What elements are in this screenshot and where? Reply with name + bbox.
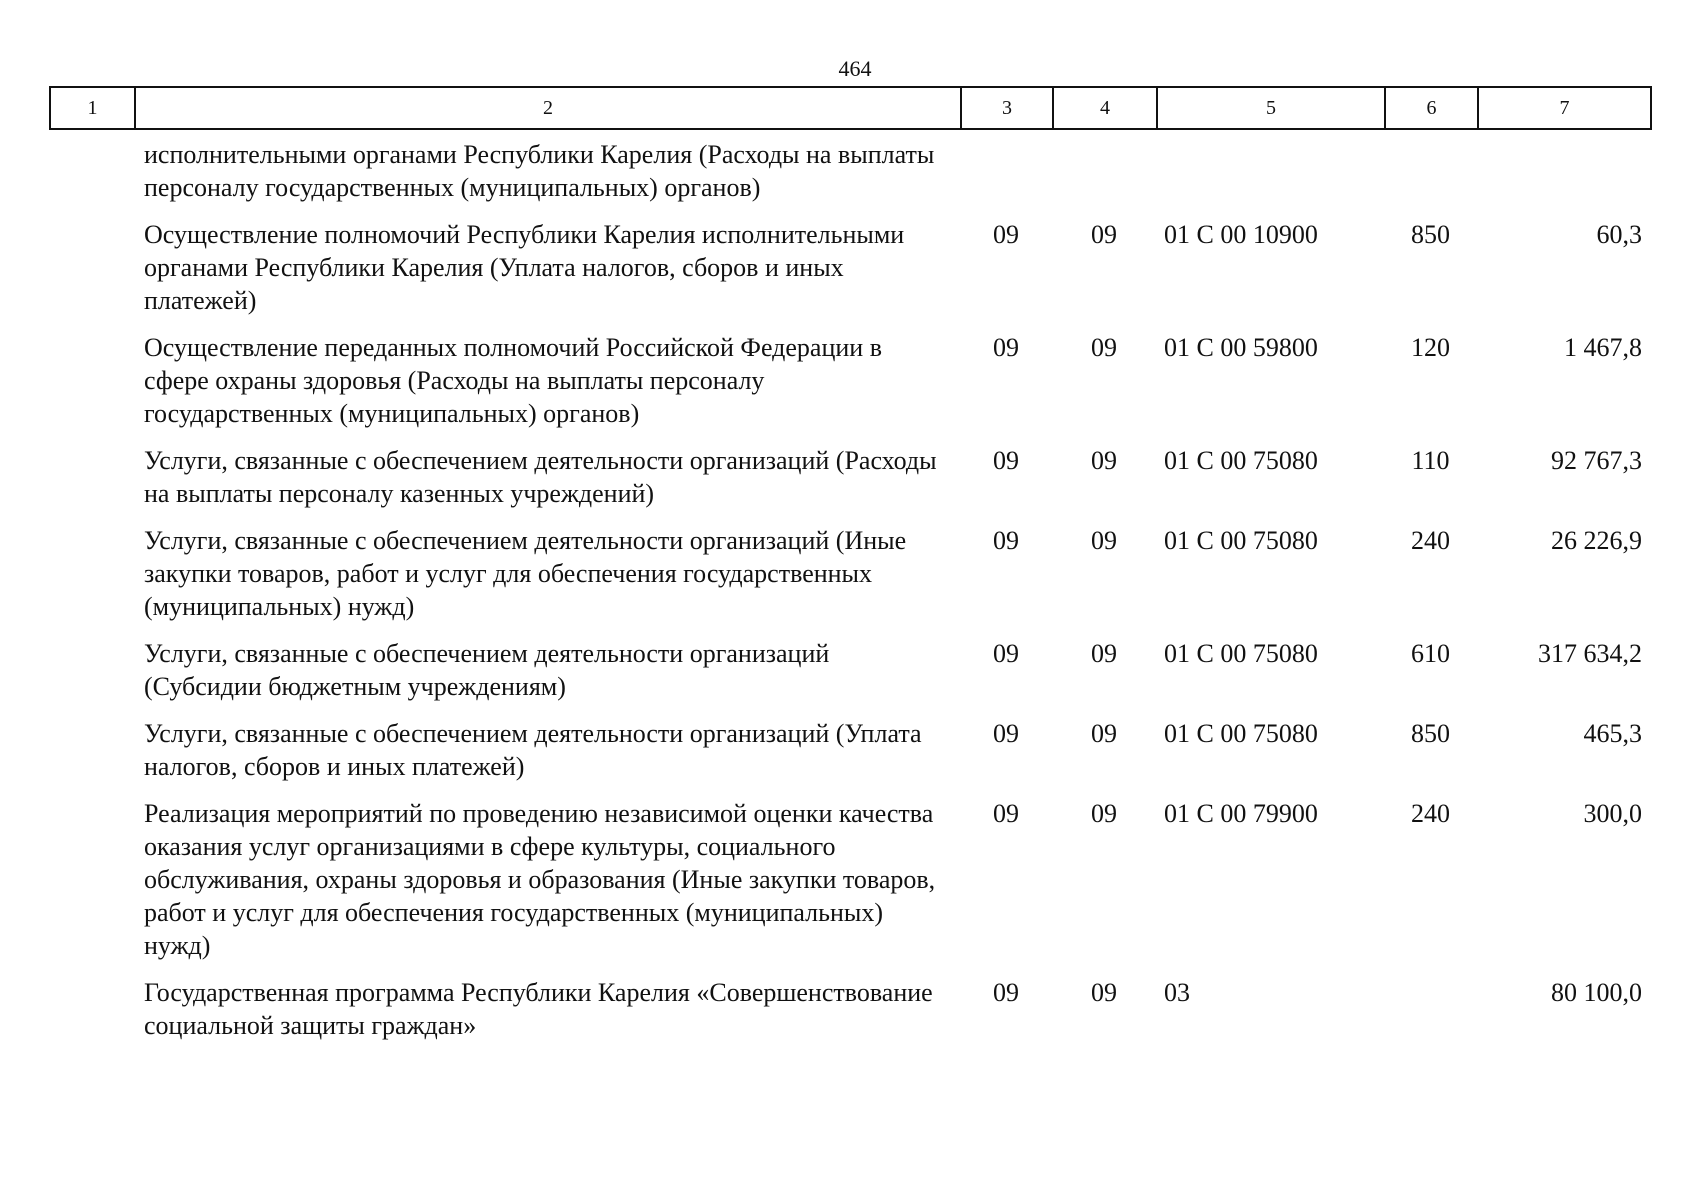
row-name: исполнительными органами Республики Карелия (Расходы на выплаты персоналу государственных (муниципальных) органов)	[144, 140, 935, 202]
row-target-code: 01 С 00 75080	[1164, 639, 1318, 668]
row-expense-type: 240	[1411, 799, 1450, 828]
row-section: 09	[993, 719, 1019, 748]
header-col-3: 3	[961, 87, 1053, 129]
table-row	[49, 637, 1650, 717]
row-subsection: 09	[1091, 220, 1117, 249]
row-section: 09	[993, 333, 1019, 362]
row-name: Услуги, связанные с обеспечением деятельности организаций (Иные закупки товаров, работ и услуг для обеспечения государственных (муниципальных) нужд)	[144, 526, 907, 621]
row-expense-type: 110	[1411, 446, 1450, 475]
row-section: 09	[993, 978, 1019, 1007]
header-col-7: 7	[1478, 87, 1651, 129]
table-row	[49, 717, 1650, 797]
column-number-header	[49, 86, 1652, 130]
row-name: Государственная программа Республики Карелия «Совершенствование социальной защиты граждан»	[144, 978, 933, 1040]
row-target-code	[1156, 138, 1384, 218]
row-name: Услуги, связанные с обеспечением деятельности организаций (Уплата налогов, сборов и иных платежей)	[144, 719, 922, 781]
row-subsection: 09	[1091, 639, 1117, 668]
budget-table-body	[49, 138, 1650, 1056]
row-expense-type: 850	[1411, 220, 1450, 249]
row-amount: 92 767,3	[1551, 446, 1642, 475]
row-expense-type: 120	[1411, 333, 1450, 362]
table-row	[49, 331, 1650, 444]
row-expense-type	[1384, 138, 1477, 218]
row-subsection: 09	[1091, 719, 1117, 748]
row-target-code: 01 С 00 79900	[1164, 799, 1318, 828]
row-amount: 60,3	[1596, 220, 1642, 249]
row-section: 09	[993, 526, 1019, 555]
table-row	[49, 524, 1650, 637]
table-row	[49, 444, 1650, 524]
row-target-code: 01 С 00 75080	[1164, 719, 1318, 748]
row-expense-type: 850	[1411, 719, 1450, 748]
row-target-code: 01 С 00 10900	[1164, 220, 1318, 249]
row-subsection: 09	[1091, 333, 1117, 362]
header-col-1: 1	[50, 87, 135, 129]
row-section: 09	[993, 446, 1019, 475]
row-subsection: 09	[1091, 978, 1117, 1007]
page-number: 464	[838, 56, 872, 81]
row-amount: 465,3	[1583, 719, 1642, 748]
row-target-code: 01 С 00 75080	[1164, 446, 1318, 475]
row-amount: 1 467,8	[1564, 333, 1642, 362]
row-amount: 300,0	[1583, 799, 1642, 828]
row-name: Реализация мероприятий по проведению независимой оценки качества оказания услуг организациями в сфере культуры, социального обслуживания, охраны здоровья и образования (Иные закупки товаров, работ и услуг для обеспечения государственных (муниципальных) нужд)	[144, 799, 936, 960]
row-section: 09	[993, 639, 1019, 668]
row-amount: 80 100,0	[1551, 978, 1642, 1007]
row-expense-type: 610	[1411, 639, 1450, 668]
row-name: Услуги, связанные с обеспечением деятельности организаций (Расходы на выплаты персоналу казенных учреждений)	[144, 446, 937, 508]
row-subsection: 09	[1091, 446, 1117, 475]
row-subsection: 09	[1091, 526, 1117, 555]
header-col-6: 6	[1385, 87, 1478, 129]
row-subsection: 09	[1091, 799, 1117, 828]
row-section	[960, 138, 1052, 218]
header-col-4: 4	[1053, 87, 1157, 129]
table-row	[49, 218, 1650, 331]
row-amount: 317 634,2	[1538, 639, 1642, 668]
row-expense-type: 240	[1411, 526, 1450, 555]
row-amount: 26 226,9	[1551, 526, 1642, 555]
row-subsection	[1052, 138, 1156, 218]
row-section: 09	[993, 220, 1019, 249]
row-target-code: 01 С 00 59800	[1164, 333, 1318, 362]
row-target-code: 01 С 00 75080	[1164, 526, 1318, 555]
table-row	[49, 138, 1650, 218]
row-name: Услуги, связанные с обеспечением деятельности организаций (Субсидии бюджетным учреждениям)	[144, 639, 830, 701]
row-name: Осуществление переданных полномочий Российской Федерации в сфере охраны здоровья (Расходы на выплаты персоналу государственных (муниципальных) органов)	[144, 333, 882, 428]
header-col-2: 2	[135, 87, 961, 129]
header-row	[50, 87, 1651, 129]
row-expense-type	[1384, 976, 1477, 1056]
row-name: Осуществление полномочий Республики Карелия исполнительными органами Республики Карелия (Уплата налогов, сборов и иных платежей)	[144, 220, 905, 315]
table-row	[49, 797, 1650, 976]
row-section: 09	[993, 799, 1019, 828]
header-col-5: 5	[1157, 87, 1385, 129]
row-target-code: 03	[1164, 978, 1190, 1007]
row-amount	[1477, 138, 1650, 218]
table-row	[49, 976, 1650, 1056]
